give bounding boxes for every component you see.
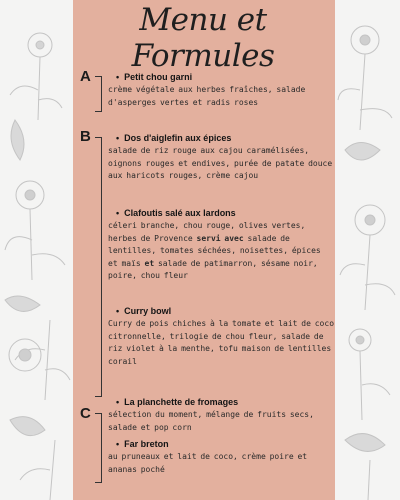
menu-item [108,133,334,183]
item-description: sélection du moment, mélange de fruits secs, salade et pop corn [108,410,314,432]
section-c-bracket [95,413,102,483]
item-description: Curry de pois chiches à la tomate et lait de coco citronnelle, trilogie de chou fleur, salade de riz violet à la menthe, tofu maison de lentilles corail [108,319,335,366]
section-letter-a: A [80,68,91,85]
item-name: • Petit chou garni [116,72,334,82]
section-b-bracket [95,137,102,397]
item-name: • Dos d'aiglefin aux épices [116,133,334,143]
item-name: • Far breton [116,439,334,449]
section-letter-b: B [80,128,91,145]
item-description: céleri branche, chou rouge, olives vertes, herbes de Provence servi avec salade de lentilles, tomates séchées, noisettes, épices et maïs et salade de patimarron, sésame noir, poire, chou fleur [108,221,321,281]
item-description: au pruneaux et lait de coco, crème poire et ananas poché [108,452,308,474]
menu-item [108,397,334,434]
menu-item [108,306,334,368]
section-a-bracket [95,76,102,112]
menu-title: Menu et Formules [131,2,275,74]
item-description: crème végétale aux herbes fraîches, salade d'asperges vertes et radis roses [108,85,306,107]
section-letter-c: C [80,405,91,422]
item-name: • La planchette de fromages [116,397,334,407]
menu-item [108,439,334,476]
menu-item [108,208,334,283]
item-description: salade de riz rouge aux cajou caramélisées, oignons rouges et endives, purée de patate douce aux haricots rouges, crème cajou [108,146,333,181]
menu-item [108,72,334,109]
item-name: • Clafoutis salé aux lardons [116,208,334,218]
item-name: • Curry bowl [116,306,334,316]
